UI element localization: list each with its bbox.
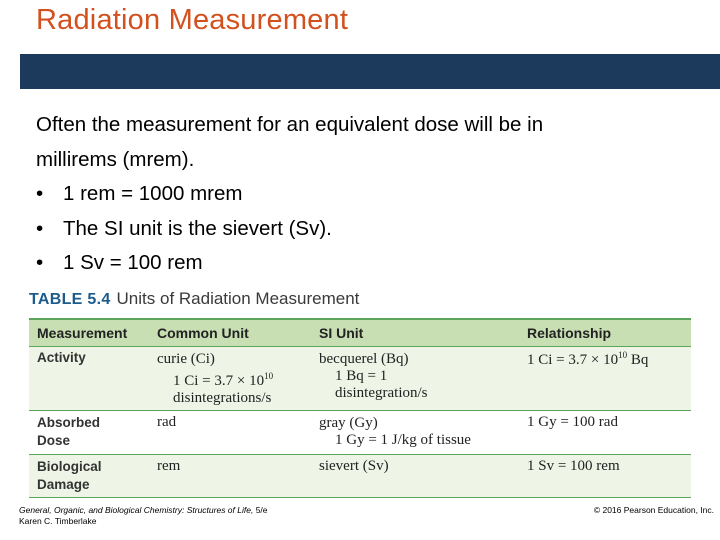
table-row (29, 455, 691, 498)
bullet-text: The SI unit is the sievert (Sv). (63, 216, 332, 240)
slide-body (36, 108, 696, 281)
table-number: TABLE 5.4 (29, 291, 111, 308)
intro-line-2: millirems (mrem). (36, 147, 195, 171)
measurement-name: Activity (37, 350, 86, 365)
common-unit-cell (149, 347, 311, 411)
bullet-item (36, 177, 696, 212)
si-unit: becquerel (Bq) (319, 351, 409, 367)
measurement-name: Biological (37, 459, 102, 474)
footer-citation (19, 505, 268, 527)
copyright: © 2016 Pearson Education, Inc. (593, 505, 714, 515)
column-header: Relationship (519, 319, 691, 347)
si-unit-relation-line2: disintegration/s (335, 385, 428, 401)
exponent: 10 (264, 371, 274, 381)
measurement-name: Absorbed (37, 415, 101, 430)
bullet-item (36, 246, 696, 281)
exponent: 10 (618, 350, 628, 360)
common-unit-relation-line2: disintegrations/s (173, 390, 272, 406)
relationship-cell (519, 455, 691, 498)
relationship: 1 Sv = 100 rem (527, 458, 620, 474)
column-header: SI Unit (311, 319, 519, 347)
column-header: Measurement (29, 319, 149, 347)
relationship (527, 352, 648, 368)
common-unit-cell (149, 411, 311, 455)
si-unit-cell (311, 347, 519, 411)
bullet-dot: • (36, 216, 44, 240)
common-unit: curie (Ci) (157, 351, 215, 367)
relationship-text: 1 Ci = 3.7 × 10 (527, 352, 619, 368)
bullet-text: 1 rem = 1000 mrem (63, 182, 243, 205)
si-unit-relation: 1 Bq = 1 (335, 368, 388, 384)
si-unit: gray (Gy) (319, 415, 378, 431)
table-header-row (29, 319, 691, 347)
bullet-dot: • (36, 251, 44, 274)
measurement-name-line2: Damage (37, 477, 90, 492)
measurement-name-line2: Dose (37, 433, 71, 448)
book-title: General, Organic, and Biological Chemistry: Structures of Life, (19, 505, 254, 515)
title-band (20, 54, 720, 89)
si-unit-cell (311, 411, 519, 455)
relationship-unit: Bq (627, 352, 649, 368)
relationship: 1 Gy = 100 rad (527, 414, 618, 430)
bullet-dot: • (36, 182, 44, 205)
relation-text: 1 Ci = 3.7 × 10 (173, 373, 265, 389)
table-caption-text: Units of Radiation Measurement (116, 289, 360, 308)
common-unit-cell (149, 455, 311, 498)
units-table (29, 318, 691, 498)
measurement-cell (29, 455, 149, 498)
book-edition: 5/e (253, 505, 268, 515)
si-unit: sievert (Sv) (319, 458, 389, 474)
bullet-text: 1 Sv = 100 rem (63, 251, 203, 274)
column-header: Common Unit (149, 319, 311, 347)
common-unit-relation (157, 368, 303, 390)
si-unit-cell (311, 455, 519, 498)
table-row (29, 347, 691, 411)
measurement-cell (29, 411, 149, 455)
measurement-cell (29, 347, 149, 411)
table-caption (29, 289, 359, 309)
bullet-item (36, 212, 696, 247)
author: Karen C. Timberlake (19, 516, 97, 526)
relationship-cell (519, 411, 691, 455)
common-unit: rem (157, 458, 181, 474)
slide-title: Radiation Measurement (36, 4, 349, 36)
relationship-cell (519, 347, 691, 411)
si-unit-relation: 1 Gy = 1 J/kg of tissue (335, 432, 471, 448)
intro-line-1: Often the measurement for an equivalent dose will be in (36, 113, 544, 136)
common-unit: rad (157, 414, 177, 430)
table-row (29, 411, 691, 455)
